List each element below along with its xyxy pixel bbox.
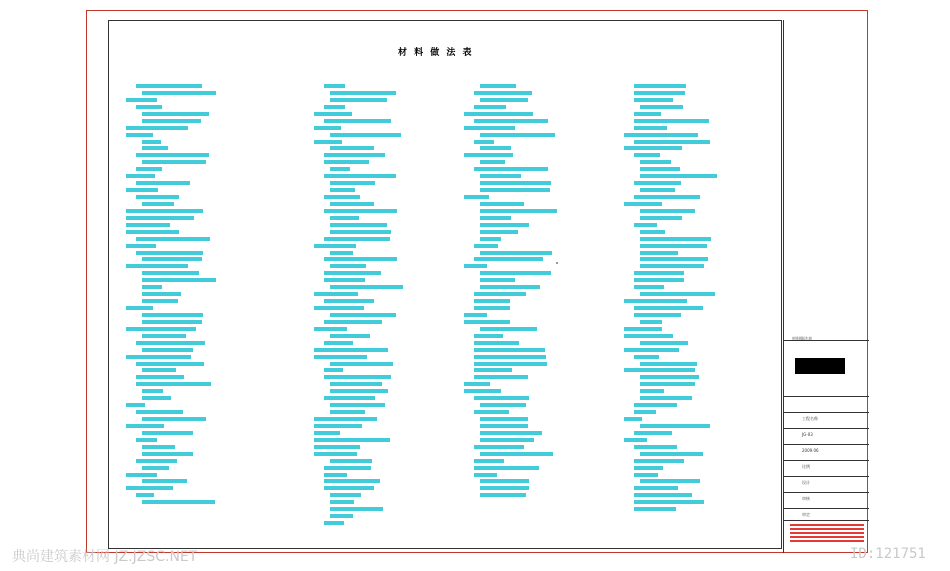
spec-text-line — [142, 389, 163, 393]
spec-text-line — [142, 348, 193, 352]
spec-text-line — [640, 244, 707, 248]
spec-text-line — [480, 486, 529, 490]
spec-text-line — [634, 140, 710, 144]
spec-text-line — [640, 251, 678, 255]
spec-text-line — [324, 271, 381, 275]
spec-text-line — [634, 445, 677, 449]
spec-text-line — [330, 167, 350, 171]
spec-text-line — [324, 209, 397, 213]
spec-text-line — [142, 334, 186, 338]
spec-text-line — [640, 216, 682, 220]
spec-text-line — [640, 452, 703, 456]
spec-text-line — [474, 375, 528, 379]
spec-text-line — [624, 348, 679, 352]
spec-text-line — [624, 133, 698, 137]
spec-text-line — [480, 438, 534, 442]
spec-text-line — [474, 466, 539, 470]
spec-text-line — [324, 368, 343, 372]
spec-column-2 — [310, 84, 460, 528]
spec-text-line — [640, 188, 675, 192]
spec-text-line — [640, 257, 708, 261]
spec-text-line — [142, 146, 168, 150]
spec-text-line — [474, 140, 494, 144]
spec-text-line — [136, 167, 162, 171]
spec-text-line — [624, 368, 695, 372]
spec-text-line — [126, 133, 153, 137]
spec-text-line — [474, 362, 547, 366]
spec-text-line — [142, 320, 202, 324]
spec-text-line — [324, 160, 369, 164]
red-note-text — [790, 524, 864, 542]
spec-text-line — [324, 237, 390, 241]
spec-text-line — [464, 320, 510, 324]
spec-text-line — [634, 223, 657, 227]
spec-text-line — [142, 445, 175, 449]
spec-text-line — [324, 195, 360, 199]
spec-text-line — [634, 431, 672, 435]
spec-text-line — [136, 341, 205, 345]
spec-text-line — [324, 278, 365, 282]
spec-text-line — [480, 424, 528, 428]
spec-text-line — [640, 341, 688, 345]
spec-text-line — [314, 306, 364, 310]
spec-text-line — [324, 396, 375, 400]
spec-text-line — [330, 223, 387, 227]
drawing-number: JG-03 — [802, 432, 813, 437]
spec-text-line — [634, 459, 684, 463]
spec-text-line — [142, 466, 169, 470]
spec-text-line — [474, 334, 503, 338]
spec-text-line — [474, 167, 548, 171]
spec-text-line — [324, 174, 396, 178]
spec-text-line — [480, 403, 526, 407]
spec-text-line — [474, 91, 532, 95]
spec-text-line — [640, 362, 697, 366]
spec-text-line — [464, 153, 513, 157]
spec-text-line — [624, 299, 687, 303]
checker-label: 审核 — [802, 496, 810, 501]
spec-text-line — [142, 452, 193, 456]
spec-text-line — [330, 410, 365, 414]
spec-text-line — [464, 389, 501, 393]
spec-text-line — [640, 237, 711, 241]
spec-text-line — [634, 91, 685, 95]
spec-text-line — [474, 257, 543, 261]
title-block-divider — [784, 508, 869, 509]
spec-text-line — [624, 417, 642, 421]
spec-text-line — [474, 348, 545, 352]
spec-text-line — [126, 486, 173, 490]
spec-text-line — [464, 382, 490, 386]
spec-text-line — [634, 84, 686, 88]
spec-text-line — [330, 389, 388, 393]
spec-text-line — [480, 209, 557, 213]
spec-text-line — [324, 105, 345, 109]
spec-text-line — [624, 327, 662, 331]
spec-text-line — [142, 278, 216, 282]
spec-text-line — [330, 216, 359, 220]
spec-text-line — [640, 396, 692, 400]
spec-text-line — [634, 195, 700, 199]
spec-text-line — [324, 473, 347, 477]
spec-text-line — [324, 479, 380, 483]
redacted-stamp — [795, 358, 845, 374]
spec-text-line — [126, 264, 188, 268]
spec-text-line — [324, 257, 397, 261]
spec-text-line — [634, 493, 692, 497]
spec-text-line — [640, 167, 680, 171]
spec-text-line — [480, 84, 516, 88]
spec-text-line — [640, 105, 683, 109]
spec-text-line — [324, 486, 374, 490]
spec-text-line — [136, 195, 179, 199]
spec-text-line — [634, 153, 660, 157]
spec-text-line — [634, 355, 659, 359]
spec-text-line — [480, 271, 551, 275]
spec-text-line — [480, 230, 518, 234]
spec-text-line — [126, 244, 156, 248]
spec-text-line — [330, 202, 374, 206]
spec-text-line — [142, 396, 171, 400]
spec-text-line — [136, 362, 204, 366]
spec-text-line — [480, 278, 515, 282]
spec-text-line — [136, 251, 203, 255]
spec-text-line — [142, 368, 176, 372]
spec-text-line — [136, 105, 162, 109]
spec-text-line — [634, 473, 658, 477]
spec-text-line — [330, 285, 403, 289]
designer-label: 设计 — [802, 480, 810, 485]
stray-mark — [556, 262, 558, 264]
spec-text-line — [464, 195, 489, 199]
spec-text-line — [330, 181, 375, 185]
spec-text-line — [314, 417, 377, 421]
spec-text-line — [474, 244, 498, 248]
spec-text-line — [324, 466, 371, 470]
spec-text-line — [314, 355, 367, 359]
spec-text-line — [634, 112, 661, 116]
spec-text-line — [126, 216, 194, 220]
spec-text-line — [464, 112, 533, 116]
spec-text-line — [314, 327, 347, 331]
spec-text-line — [474, 292, 526, 296]
spec-text-line — [330, 313, 396, 317]
spec-text-line — [314, 424, 362, 428]
spec-text-line — [480, 327, 537, 331]
spec-text-line — [640, 389, 664, 393]
spec-text-line — [330, 459, 372, 463]
spec-text-line — [330, 382, 382, 386]
spec-text-line — [634, 285, 664, 289]
spec-text-line — [314, 452, 357, 456]
spec-text-line — [126, 126, 188, 130]
spec-text-line — [126, 98, 157, 102]
spec-text-line — [474, 355, 546, 359]
spec-column-4 — [620, 84, 770, 514]
spec-text-line — [324, 84, 345, 88]
spec-text-line — [324, 153, 385, 157]
spec-text-line — [330, 91, 396, 95]
spec-text-line — [480, 285, 540, 289]
spec-text-line — [136, 410, 183, 414]
spec-text-line — [136, 375, 184, 379]
spec-text-line — [142, 271, 199, 275]
spec-text-line — [142, 140, 161, 144]
spec-text-line — [480, 160, 505, 164]
spec-text-line — [126, 223, 170, 227]
spec-text-line — [126, 188, 158, 192]
spec-text-line — [330, 98, 387, 102]
title-block-divider — [784, 444, 869, 445]
title-block-divider — [784, 412, 869, 413]
spec-text-line — [142, 299, 178, 303]
spec-text-line — [480, 452, 553, 456]
sheet-name: 材料做法表 — [792, 336, 812, 341]
spec-text-line — [474, 299, 510, 303]
spec-text-line — [314, 431, 340, 435]
spec-text-line — [330, 500, 354, 504]
spec-text-line — [474, 410, 509, 414]
spec-text-line — [464, 264, 487, 268]
watermark-left: 典尚建筑素材网 JZ.JZSC.NET — [12, 549, 198, 565]
spec-text-line — [126, 174, 155, 178]
spec-text-line — [634, 119, 709, 123]
spec-text-line — [136, 84, 202, 88]
spec-text-line — [634, 126, 667, 130]
title-block-divider — [784, 520, 869, 521]
spec-text-line — [624, 438, 647, 442]
date-label: 2009.06 — [802, 448, 819, 453]
spec-text-line — [330, 230, 391, 234]
spec-text-line — [640, 320, 662, 324]
drawing-title: 材 料 做 法 表 — [398, 48, 474, 58]
spec-text-line — [474, 396, 529, 400]
spec-text-line — [480, 479, 529, 483]
spec-text-line — [480, 251, 552, 255]
spec-text-line — [474, 368, 512, 372]
spec-text-line — [314, 112, 352, 116]
approver-label: 审定 — [802, 512, 810, 517]
title-block-divider — [784, 396, 869, 397]
spec-text-line — [314, 348, 388, 352]
spec-text-line — [640, 382, 695, 386]
spec-text-line — [142, 285, 162, 289]
spec-text-line — [330, 403, 385, 407]
spec-text-line — [624, 202, 662, 206]
spec-text-line — [126, 403, 145, 407]
spec-text-line — [624, 334, 673, 338]
spec-text-line — [480, 188, 550, 192]
watermark-right: ID:121751 — [850, 546, 926, 562]
spec-text-line — [330, 493, 361, 497]
spec-text-line — [330, 514, 353, 518]
spec-text-line — [480, 223, 529, 227]
spec-text-line — [314, 292, 358, 296]
spec-text-line — [142, 313, 203, 317]
title-block-divider — [784, 492, 869, 493]
title-block-divider — [784, 460, 869, 461]
spec-text-line — [126, 424, 164, 428]
spec-text-line — [474, 341, 519, 345]
spec-text-line — [142, 479, 187, 483]
spec-text-line — [480, 146, 511, 150]
spec-text-line — [126, 230, 179, 234]
spec-text-line — [324, 299, 374, 303]
spec-text-line — [142, 292, 181, 296]
spec-text-line — [314, 126, 341, 130]
spec-text-line — [634, 313, 681, 317]
spec-text-line — [634, 466, 663, 470]
spec-text-line — [474, 459, 504, 463]
spec-text-line — [634, 278, 684, 282]
spec-text-line — [136, 438, 157, 442]
spec-text-line — [330, 507, 383, 511]
spec-text-line — [314, 445, 360, 449]
spec-text-line — [142, 112, 209, 116]
spec-text-line — [136, 237, 210, 241]
spec-text-line — [330, 146, 374, 150]
spec-text-line — [634, 181, 681, 185]
project-label: 工程名称 — [802, 416, 818, 421]
spec-text-line — [126, 209, 203, 213]
spec-text-line — [480, 202, 524, 206]
spec-text-line — [474, 105, 506, 109]
spec-text-line — [480, 181, 551, 185]
spec-text-line — [464, 126, 515, 130]
spec-text-line — [474, 445, 524, 449]
spec-text-line — [640, 264, 704, 268]
title-block-divider — [784, 476, 869, 477]
spec-text-line — [480, 174, 521, 178]
spec-text-line — [634, 271, 684, 275]
spec-text-line — [634, 410, 656, 414]
spec-text-line — [330, 188, 355, 192]
spec-text-line — [464, 313, 487, 317]
spec-text-line — [330, 251, 353, 255]
spec-column-1 — [122, 84, 272, 507]
spec-text-line — [136, 181, 190, 185]
spec-text-line — [126, 306, 153, 310]
spec-text-line — [634, 507, 676, 511]
spec-text-line — [136, 459, 177, 463]
spec-text-line — [634, 306, 703, 310]
spec-text-line — [474, 306, 510, 310]
spec-text-line — [324, 119, 391, 123]
spec-text-line — [480, 431, 542, 435]
spec-text-line — [330, 334, 370, 338]
spec-text-line — [142, 257, 202, 261]
spec-text-line — [136, 153, 209, 157]
spec-text-line — [142, 119, 201, 123]
spec-text-line — [126, 473, 157, 477]
spec-text-line — [142, 91, 216, 95]
spec-text-line — [314, 140, 342, 144]
spec-text-line — [640, 375, 699, 379]
spec-text-line — [142, 417, 206, 421]
spec-text-line — [480, 133, 555, 137]
spec-text-line — [136, 382, 211, 386]
spec-text-line — [640, 174, 717, 178]
title-block — [783, 20, 868, 553]
spec-text-line — [640, 209, 695, 213]
spec-text-line — [330, 264, 366, 268]
spec-text-line — [330, 133, 401, 137]
spec-text-line — [634, 403, 677, 407]
spec-text-line — [480, 417, 528, 421]
spec-text-line — [324, 521, 344, 525]
spec-text-line — [634, 486, 678, 490]
spec-text-line — [330, 362, 393, 366]
spec-text-line — [474, 473, 497, 477]
spec-text-line — [480, 493, 526, 497]
spec-text-line — [624, 146, 682, 150]
spec-text-line — [314, 244, 356, 248]
spec-text-line — [480, 98, 528, 102]
spec-text-line — [142, 160, 206, 164]
spec-text-line — [640, 230, 665, 234]
spec-text-line — [324, 341, 353, 345]
spec-text-line — [640, 479, 700, 483]
scale-label: 比例 — [802, 464, 810, 469]
spec-text-line — [136, 493, 154, 497]
spec-text-line — [634, 500, 704, 504]
spec-text-line — [324, 375, 391, 379]
spec-text-line — [640, 160, 671, 164]
spec-text-line — [474, 119, 548, 123]
spec-text-line — [142, 202, 174, 206]
spec-text-line — [634, 98, 673, 102]
spec-text-line — [324, 320, 382, 324]
spec-column-3 — [460, 84, 610, 500]
spec-text-line — [126, 327, 196, 331]
spec-text-line — [142, 431, 193, 435]
title-block-divider — [784, 428, 869, 429]
spec-text-line — [142, 500, 215, 504]
spec-text-line — [640, 292, 715, 296]
spec-text-line — [640, 424, 710, 428]
spec-text-line — [126, 355, 191, 359]
spec-text-line — [480, 216, 511, 220]
spec-text-line — [480, 237, 501, 241]
spec-text-line — [314, 438, 390, 442]
